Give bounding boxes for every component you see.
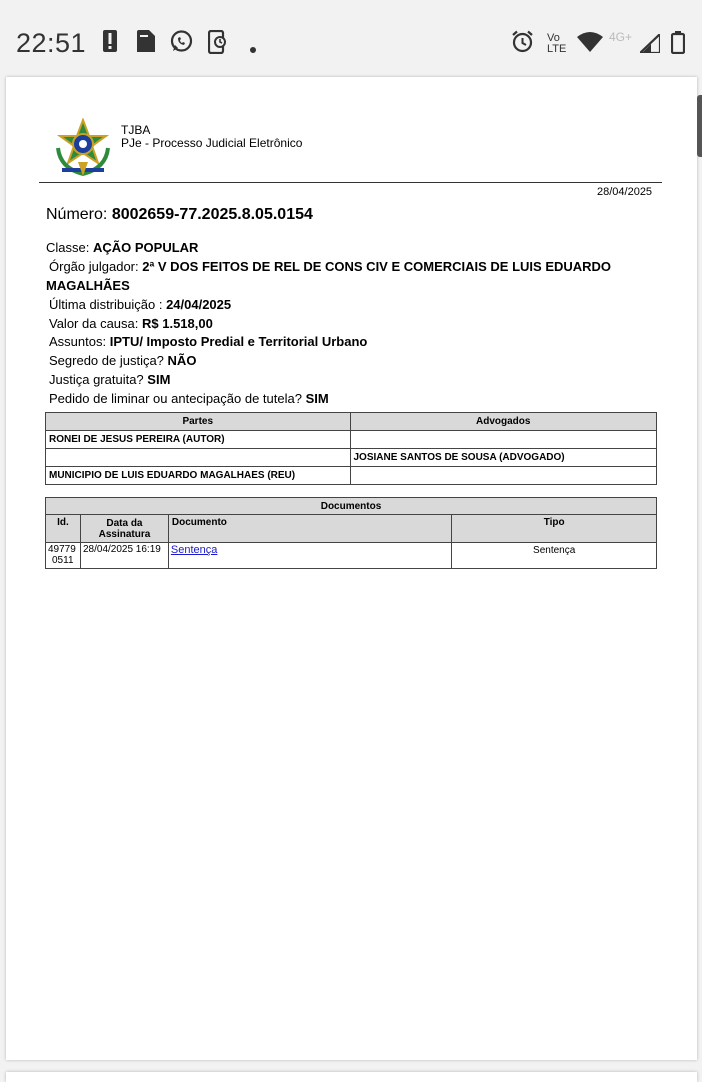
liminar-value: SIM [305, 391, 329, 406]
alarm-icon [511, 30, 534, 58]
liminar-label: Pedido de liminar ou antecipação de tutela? [49, 391, 302, 406]
valor-label: Valor da causa: [49, 316, 139, 331]
header-divider [39, 182, 662, 183]
network-type: 4G+ [609, 30, 633, 44]
tipo-header: Tipo [452, 515, 657, 543]
orgao-label: Órgão julgador: [49, 259, 139, 274]
case-number-line [46, 206, 313, 224]
case-number: 8002659-77.2025.8.05.0154 [111, 206, 313, 223]
doc-tipo-cell: Sentença [452, 543, 657, 569]
dot-icon [250, 40, 256, 58]
parte-cell: RONEI DE JESUS PEREIRA (AUTOR) [46, 431, 351, 449]
battery-icon [671, 31, 685, 59]
sentenca-link[interactable]: Sentença [170, 544, 218, 556]
phone-sync-icon [208, 30, 228, 59]
next-page-edge [6, 1072, 697, 1082]
gratuita-line [49, 372, 170, 387]
doc-id-line2: 0511 [52, 555, 74, 566]
segredo-value: NÃO [167, 353, 197, 368]
orgao-line [49, 259, 611, 274]
advogado-cell [350, 467, 657, 485]
distribuicao-label: Última distribuição : [49, 297, 163, 312]
doc-date-cell: 28/04/2025 16:19 [80, 543, 168, 569]
distribuicao-value: 24/04/2025 [166, 297, 232, 312]
volte-label: Vo [547, 32, 560, 44]
doc-id-line1: 49779 [48, 544, 76, 555]
parte-cell [46, 449, 351, 467]
segredo-label: Segredo de justiça? [49, 353, 164, 368]
orgao-value-cont: MAGALHÃES [46, 278, 130, 293]
signal-icon [640, 34, 660, 58]
distribuicao-line [49, 297, 231, 312]
valor-line [49, 316, 213, 331]
system-name: PJe - Processo Judicial Eletrônico [121, 136, 303, 150]
advogado-cell [350, 431, 657, 449]
assuntos-line [49, 334, 367, 349]
brasao-emblem [54, 118, 112, 185]
data-header [80, 515, 168, 543]
bookmark-icon [137, 30, 155, 57]
documento-header: Documento [168, 515, 451, 543]
classe-label: Classe: [46, 240, 90, 255]
data-header-line1: Data da [106, 517, 143, 529]
parte-cell: MUNICIPIO DE LUIS EDUARDO MAGALHAES (REU) [46, 467, 351, 485]
liminar-line [49, 391, 329, 406]
scrollbar[interactable] [697, 95, 702, 157]
partes-header: Partes [46, 413, 351, 431]
case-number-label: Número: [46, 206, 108, 223]
assuntos-value: IPTU/ Imposto Predial e Territorial Urbano [109, 334, 368, 349]
valor-value: R$ 1.518,00 [142, 316, 213, 331]
court-name: TJBA [121, 123, 151, 137]
table-row [46, 449, 657, 467]
document-page[interactable] [6, 77, 697, 1060]
print-date: 28/04/2025 [597, 186, 653, 198]
wifi-icon [577, 32, 603, 57]
orgao-value: 2ª V DOS FEITOS DE REL DE CONS CIV E COMERCIAIS DE LUIS EDUARDO [142, 259, 612, 274]
table-row [46, 431, 657, 449]
classe-line [46, 240, 198, 255]
status-bar [0, 0, 702, 76]
table-row [46, 467, 657, 485]
doc-id-cell [46, 543, 81, 569]
doc-name-cell [168, 543, 451, 569]
classe-value: AÇÃO POPULAR [92, 240, 199, 255]
id-header: Id. [46, 515, 81, 543]
advogado-cell: JOSIANE SANTOS DE SOUSA (ADVOGADO) [350, 449, 657, 467]
gratuita-label: Justiça gratuita? [49, 372, 144, 387]
data-header-line2: Assinatura [98, 528, 151, 540]
documents-title: Documentos [46, 498, 657, 515]
advogados-header: Advogados [350, 413, 657, 431]
alert-icon [103, 30, 117, 57]
status-time: 22:51 [16, 28, 87, 58]
table-row [46, 543, 657, 569]
parties-table [45, 412, 657, 485]
whatsapp-icon [170, 30, 193, 58]
gratuita-value: SIM [147, 372, 171, 387]
segredo-line [49, 353, 196, 368]
documents-table [45, 497, 657, 569]
lte-label: LTE [547, 43, 567, 55]
assuntos-label: Assuntos: [49, 334, 107, 349]
